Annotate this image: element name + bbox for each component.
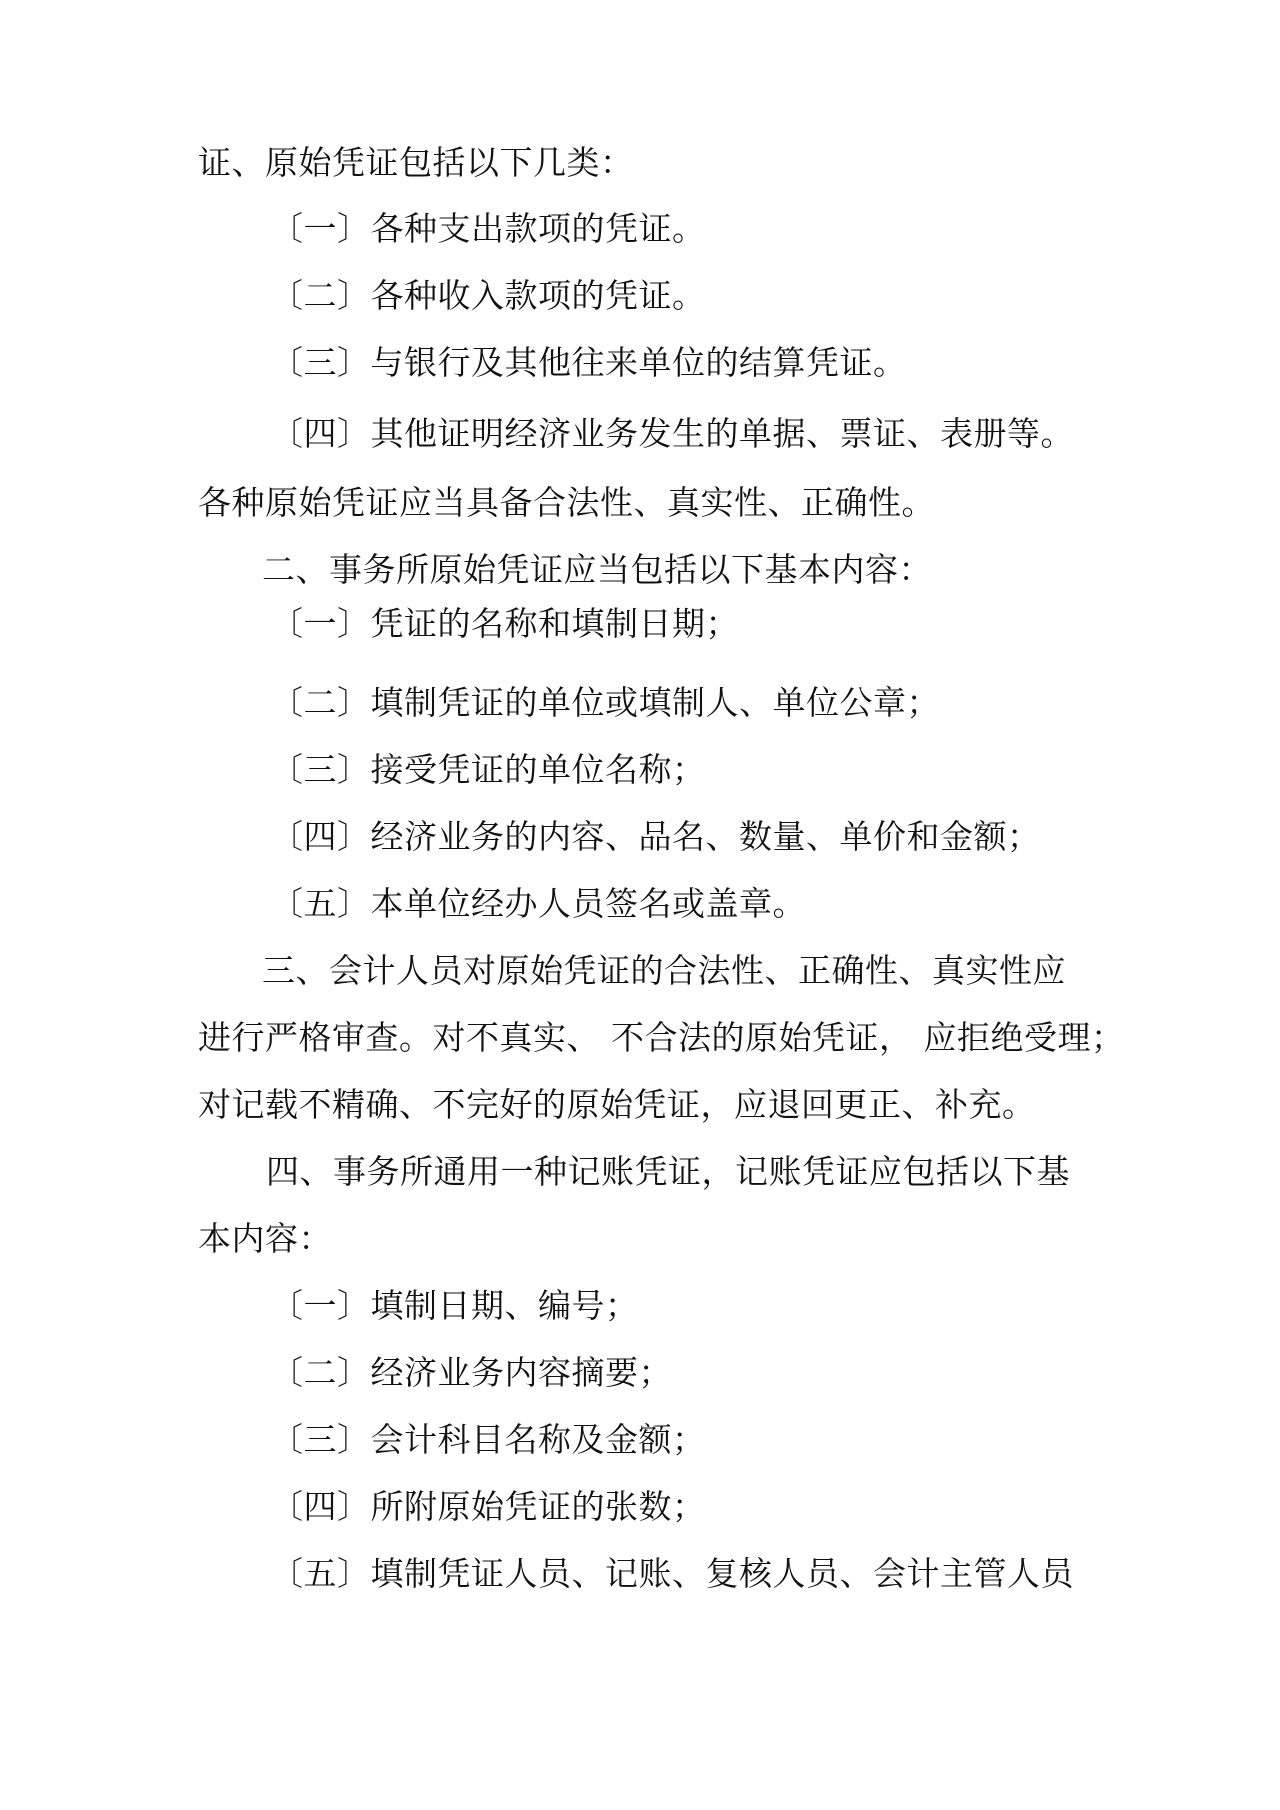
text-line: 对记载不精确、不完好的原始凭证，应退回更正、补充。 [198, 1085, 1036, 1124]
text-line: 〔一〕填制日期、编号； [270, 1286, 639, 1325]
text-line: 各种原始凭证应当具备合法性、真实性、正确性。 [198, 483, 935, 522]
text-line: 〔五〕本单位经办人员签名或盖章。 [270, 884, 806, 923]
text-line: 〔四〕所附原始凭证的张数； [270, 1487, 706, 1526]
text-line: 〔一〕凭证的名称和填制日期； [270, 604, 739, 643]
text-line: 〔二〕填制凭证的单位或填制人、单位公章； [270, 683, 940, 722]
text-line: 〔三〕接受凭证的单位名称； [270, 750, 706, 789]
text-line: 证、原始凭证包括以下几类： [198, 143, 634, 182]
text-line: 〔五〕填制凭证人员、记账、复核人员、会计主管人员 [270, 1554, 1074, 1593]
section-heading: 三、会计人员对原始凭证的合法性、正确性、真实性应 [262, 951, 1066, 990]
text-line: 〔三〕会计科目名称及金额； [270, 1420, 706, 1459]
text-line: 〔一〕各种支出款项的凭证。 [270, 209, 706, 248]
text-line: 〔四〕其他证明经济业务发生的单据、票证、表册等。 [270, 414, 1074, 453]
section-heading: 二、事务所原始凭证应当包括以下基本内容： [262, 550, 932, 589]
text-line: 本内容： [198, 1219, 332, 1258]
section-heading: 四、事务所通用一种记账凭证，记账凭证应包括以下基 [266, 1152, 1070, 1191]
text-line: 〔三〕与银行及其他往来单位的结算凭证。 [270, 343, 907, 382]
text-line: 进行严格审查。对不真实、 不合法的原始凭证， 应拒绝受理； [198, 1018, 1125, 1057]
text-line: 〔二〕经济业务内容摘要； [270, 1353, 672, 1392]
text-line: 〔四〕经济业务的内容、品名、数量、单价和金额； [270, 817, 1041, 856]
text-line: 〔二〕各种收入款项的凭证。 [270, 276, 706, 315]
